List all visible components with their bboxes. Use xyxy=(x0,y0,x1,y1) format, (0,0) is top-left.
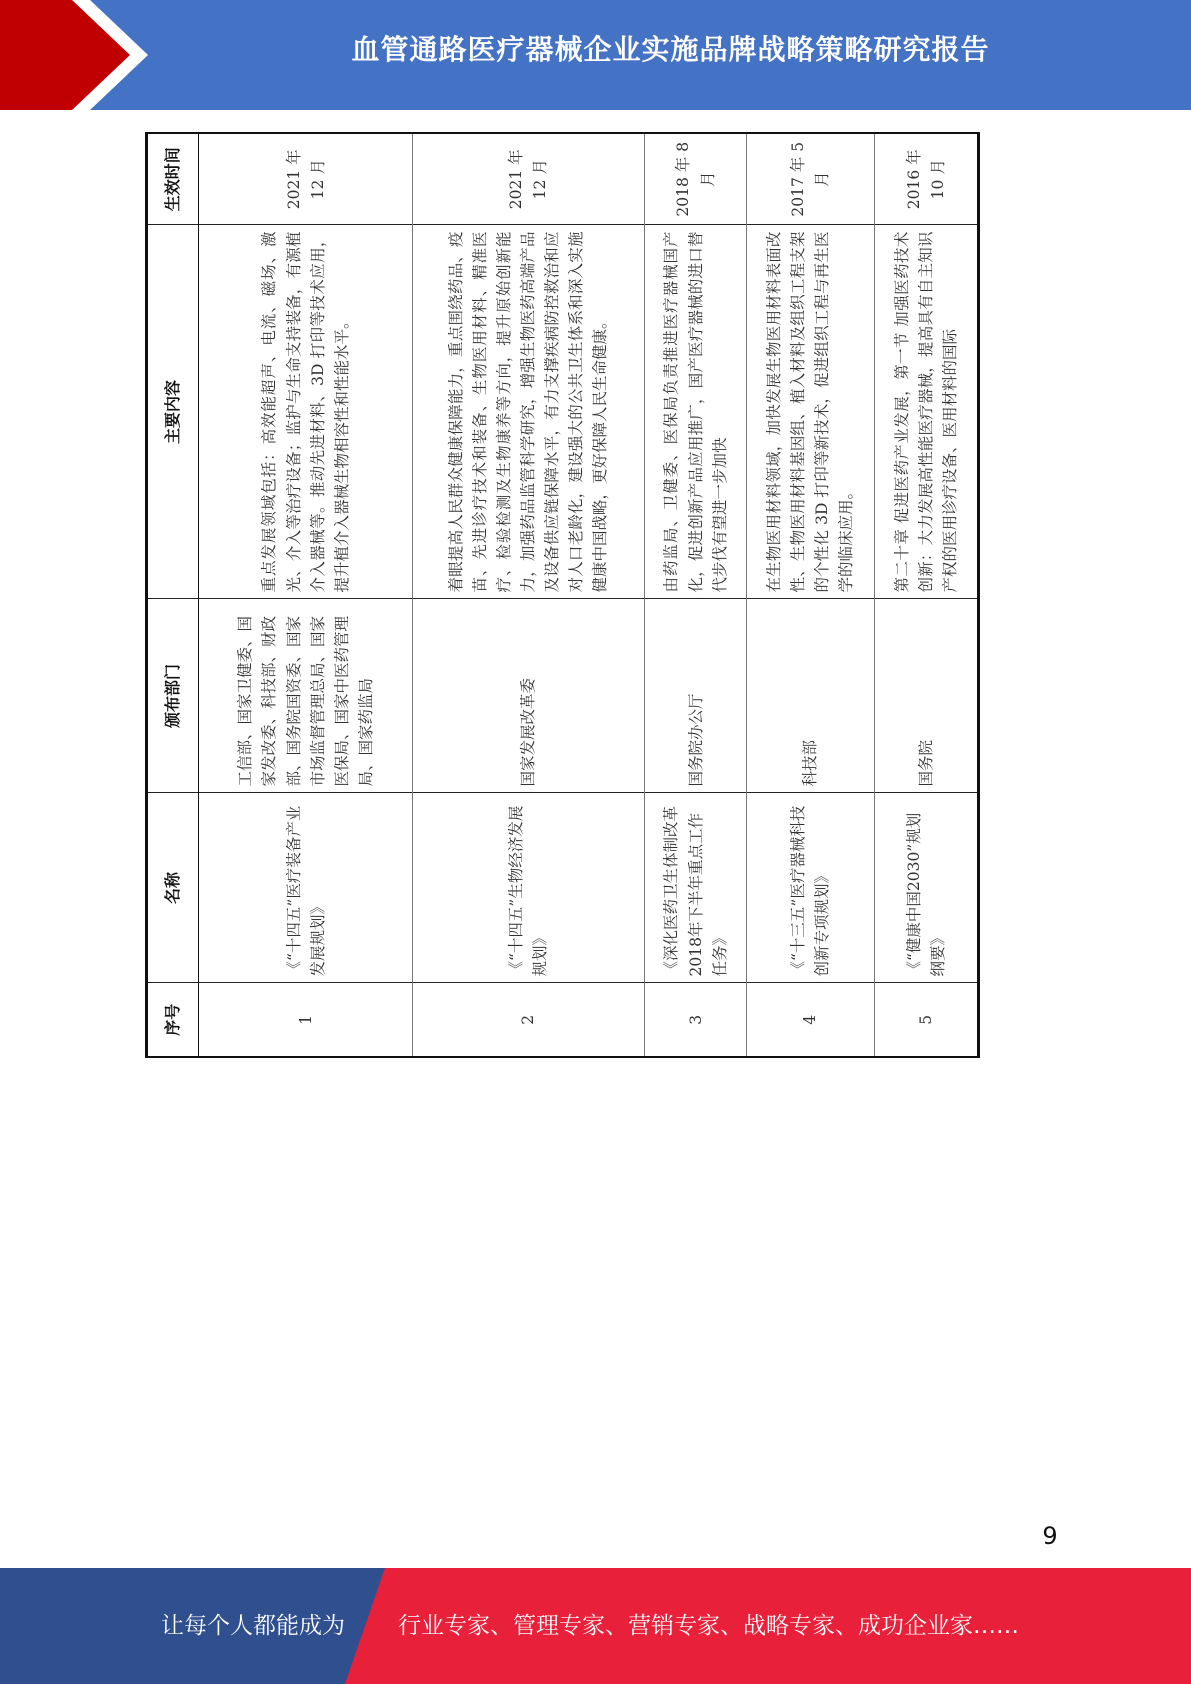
col-header-name: 名称 xyxy=(147,793,199,983)
cell-dept: 工信部、国家卫健委、国家发改委、科技部、财政部、国务院国资委、国家市场监督管理总局、国家医保局、国家中医药管理局、国家药监局 xyxy=(199,599,413,793)
cell-date: 2017 年 5 月 xyxy=(747,133,874,225)
cell-content: 由药监局、卫健委、医保局负责推进医疗器械国产化，促进创新产品应用推广，国产医疗器械的进口替代步伐有望进一步加快 xyxy=(644,225,746,599)
cell-dept: 国家发展改革委 xyxy=(413,599,645,793)
policy-table xyxy=(145,132,980,1058)
report-footer xyxy=(0,1568,1191,1684)
policy-table-container xyxy=(145,134,980,1058)
col-header-content: 主要内容 xyxy=(147,225,199,599)
cell-seq: 2 xyxy=(413,983,645,1057)
cell-date: 2021 年 12 月 xyxy=(199,133,413,225)
page-number: 9 xyxy=(1042,1522,1058,1550)
cell-content: 第二十章 促进医药产业发展，第一节 加强医药技术创新：大力发展高性能医疗器械，提高具有自主知识产权的医用诊疗设备、医用材料的国际 xyxy=(874,225,978,599)
table-row xyxy=(747,133,874,1057)
cell-dept: 国务院办公厅 xyxy=(644,599,746,793)
footer-slogan-right: 行业专家、管理专家、营销专家、战略专家、成功企业家…… xyxy=(398,1613,1019,1639)
table-header-row xyxy=(147,133,199,1057)
cell-seq: 3 xyxy=(644,983,746,1057)
cell-content: 在生物医用材料领域，加快发展生物医用材料表面改性、生物医用材料基因组、植入材料及组织工程支架的个性化 3D 打印等新技术，促进组织工程与再生医学的临床应用。 xyxy=(747,225,874,599)
cell-name: 《深化医药卫生体制改革2018年下半年重点工作任务》 xyxy=(644,793,746,983)
footer-slogan-left: 让每个人都能成为 xyxy=(161,1613,345,1639)
cell-dept: 国务院 xyxy=(874,599,978,793)
cell-content: 重点发展领域包括：高效能超声、电流、磁场、激光、介入等治疗设备；监护与生命支持装备，有源植介入器械等。推动先进材料、3D 打印等技术应用，提升植介入器械生物相容性和性能水平。 xyxy=(199,225,413,599)
cell-content: 着眼提高人民群众健康保障能力，重点围绕药品、疫苗、先进诊疗技术和装备、生物医用材料、精准医疗、检验检测及生物康养等方向，提升原始创新能力，加强药品监管科学研究，增强生物医药高端产品及设备供应链保障水平，有力支撑疾病防控救治和应对人口老龄化，建设强大的公共卫生体系和深入实施健康中国战略，更好保障人民生命健康。 xyxy=(413,225,645,599)
report-title: 血管通路医疗器械企业实施品牌战略策略研究报告 xyxy=(351,33,990,66)
cell-date: 2021 年 12 月 xyxy=(413,133,645,225)
cell-name: 《“十三五”医疗器械科技创新专项规划》 xyxy=(747,793,874,983)
cell-dept: 科技部 xyxy=(747,599,874,793)
cell-seq: 1 xyxy=(199,983,413,1057)
col-header-seq: 序号 xyxy=(147,983,199,1057)
col-header-date: 生效时间 xyxy=(147,133,199,225)
cell-date: 2016 年 10 月 xyxy=(874,133,978,225)
cell-seq: 5 xyxy=(874,983,978,1057)
report-header xyxy=(0,0,1191,110)
cell-name: 《“十四五”医疗装备产业发展规划》 xyxy=(199,793,413,983)
cell-seq: 4 xyxy=(747,983,874,1057)
table-row xyxy=(413,133,645,1057)
table-row xyxy=(874,133,978,1057)
table-row xyxy=(644,133,746,1057)
cell-name: 《“健康中国2030”规划纲要》 xyxy=(874,793,978,983)
cell-name: 《“十四五”生物经济发展规划》 xyxy=(413,793,645,983)
table-row xyxy=(199,133,413,1057)
col-header-dept: 颁布部门 xyxy=(147,599,199,793)
cell-date: 2018 年 8 月 xyxy=(644,133,746,225)
header-chevron-decoration xyxy=(0,0,160,110)
